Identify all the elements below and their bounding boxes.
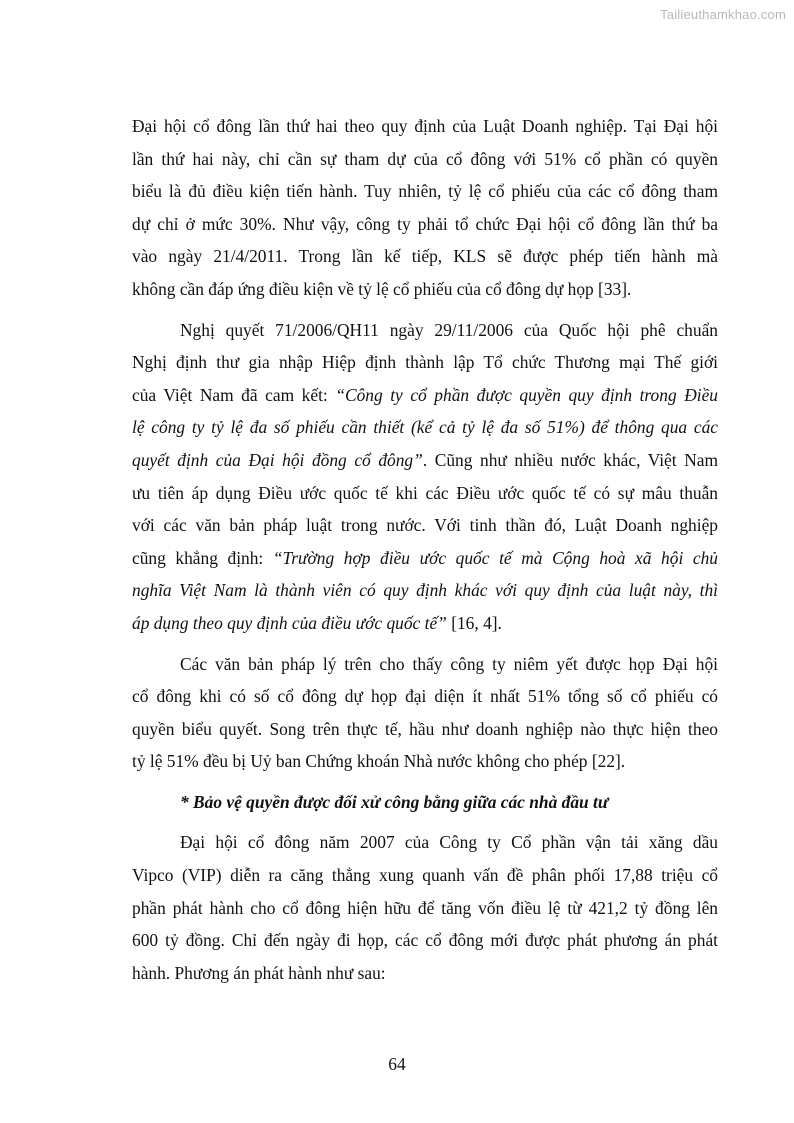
- quote-segment: “Công ty cổ phần được quyền quy định trong Điều: [335, 384, 718, 405]
- text-line: biểu là đủ điều kiện tiến hành. Tuy nhiên, tỷ lệ cổ phiếu của các cổ đông tham: [132, 181, 718, 202]
- text-line: [132, 411, 718, 444]
- text-line: [132, 444, 718, 477]
- text-line: [132, 574, 718, 607]
- text-line: với các văn bản pháp luật trong nước. Với tinh thần đó, Luật Doanh nghiệp: [132, 515, 718, 536]
- text-line: dự chỉ ở mức 30%. Như vậy, công ty phải tổ chức Đại hội cổ đông lần thứ ba: [132, 213, 718, 234]
- section-heading: * Bảo vệ quyền được đối xử công bằng giữa các nhà đầu tư: [180, 791, 609, 812]
- text-line: [132, 607, 718, 640]
- text-line: Đại hội cổ đông lần thứ hai theo quy định của Luật Doanh nghiệp. Tại Đại hội: [132, 116, 718, 136]
- paragraph-3: [132, 648, 718, 778]
- text-line: hành. Phương án phát hành như sau:: [132, 962, 386, 983]
- text-line: quyền biểu quyết. Song trên thực tế, hầu như doanh nghiệp nào thực hiện theo: [132, 718, 718, 739]
- citation: [16, 4].: [446, 612, 502, 633]
- text-line: vào ngày 21/4/2011. Trong lần kế tiếp, KLS sẽ được phép tiến hành mà: [132, 246, 718, 267]
- watermark: Tailieuthamkhao.com: [660, 7, 786, 22]
- text-segment: của Việt Nam đã cam kết:: [132, 384, 336, 405]
- text-line: Nghị quyết 71/2006/QH11 ngày 29/11/2006 của Quốc hội phê chuẩn: [180, 319, 718, 340]
- text-segment: . Cũng như nhiều nước khác, Việt Nam: [422, 449, 718, 470]
- quote-segment: “Trường hợp điều ước quốc tế mà Cộng hoà xã hội chủ: [272, 547, 718, 568]
- text-line: cổ đông khi có số cổ đông dự họp đại diện ít nhất 51% tổng số cổ phiếu có: [132, 686, 718, 707]
- quote-segment: áp dụng theo quy định của điều ước quốc tế”: [132, 612, 447, 633]
- text-line: không cần đáp ứng điều kiện về tỷ lệ cổ phiếu của cổ đông dự họp [33].: [132, 278, 632, 299]
- text-line: [132, 379, 718, 412]
- quote-segment: nghĩa Việt Nam là thành viên có quy định khác với quy định của luật này, thì: [132, 580, 718, 601]
- text-line: tỷ lệ 51% đều bị Uỷ ban Chứng khoán Nhà nước không cho phép [22].: [132, 751, 626, 772]
- text-line: Đại hội cổ đông năm 2007 của Công ty Cổ phần vận tải xăng dầu: [180, 832, 718, 853]
- text-line: 600 tỷ đồng. Chỉ đến ngày đi họp, các cổ đông mới được phát phương án phát: [132, 930, 718, 951]
- page-number: 64: [388, 1054, 406, 1074]
- text-line: ưu tiên áp dụng Điều ước quốc tế khi các Điều ước quốc tế có sự mâu thuẫn: [132, 482, 718, 503]
- paragraph-4: [132, 826, 718, 989]
- paragraph-1: [132, 110, 718, 306]
- text-line: Các văn bản pháp lý trên cho thấy công ty niêm yết được họp Đại hội: [180, 653, 718, 674]
- paragraph-2: [132, 314, 718, 640]
- quote-segment: lệ công ty tỷ lệ đa số phiếu cần thiết (kể cả tỷ lệ đa số 51%) để thông qua các: [132, 417, 718, 438]
- text-segment: cũng khẳng định:: [132, 547, 273, 568]
- quote-segment: quyết định của Đại hội đồng cổ đông”: [132, 449, 423, 470]
- text-line: [132, 542, 718, 575]
- text-line: Vipco (VIP) diễn ra căng thẳng xung quanh vấn đề phân phối 17,88 triệu cổ: [132, 865, 718, 886]
- text-line: lần thứ hai này, chỉ cần sự tham dự của cổ đông với 51% cổ phần có quyền: [132, 148, 718, 169]
- text-line: phần phát hành cho cổ đông hiện hữu để tăng vốn điều lệ từ 421,2 tỷ đồng lên: [132, 897, 718, 918]
- text-line: Nghị định thư gia nhập Hiệp định thành lập Tổ chức Thương mại Thế giới: [132, 352, 718, 373]
- document-body: [132, 110, 718, 997]
